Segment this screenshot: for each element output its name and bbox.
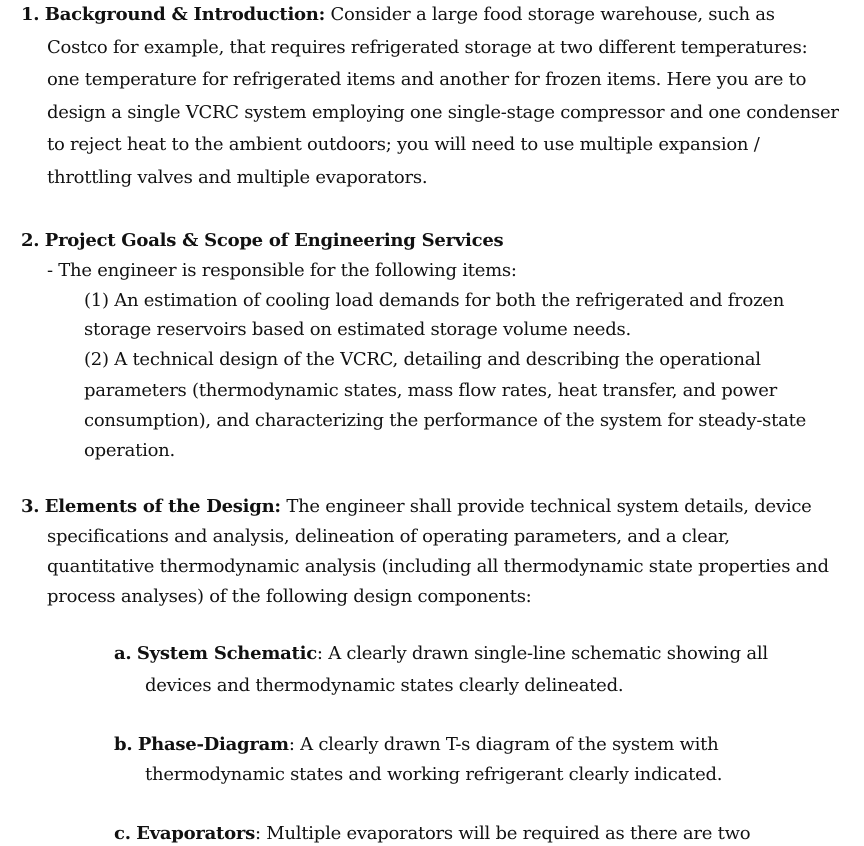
- section-2-item-line: parameters (thermodynamic states, mass flow rates, heat transfer, and power: [84, 380, 778, 401]
- section-3-first-line: [21, 495, 812, 519]
- section-1-number: 1.: [21, 4, 40, 25]
- section-2-item-line: (2) A technical design of the VCRC, detailing and describing the operational: [84, 349, 761, 370]
- section-3-text-line: process analyses) of the following design components:: [47, 586, 532, 607]
- subitem-c-text: : Multiple evaporators will be required as there are two: [255, 823, 751, 844]
- subitem-b-title: Phase-Diagram: [137, 734, 289, 755]
- section-1-first-line: [21, 3, 775, 27]
- section-2-item-line: storage reservoirs based on estimated storage volume needs.: [84, 319, 631, 340]
- section-3-text-line: specifications and analysis, delineation of operating parameters, and a clear,: [47, 526, 730, 547]
- subitem-a-title: System Schematic: [136, 643, 317, 664]
- subitem-a-first-line: [114, 642, 768, 666]
- subitem-c-first-line: [114, 822, 750, 846]
- section-2-intro: - The engineer is responsible for the following items:: [47, 260, 517, 281]
- section-3-text-line: quantitative thermodynamic analysis (including all thermodynamic state properties and: [47, 556, 829, 577]
- subitem-c-letter: c.: [114, 823, 131, 844]
- subitem-b-text: thermodynamic states and working refrigerant clearly indicated.: [145, 764, 723, 785]
- subitem-b-first-line: [114, 733, 719, 757]
- subitem-c-title: Evaporators: [136, 823, 255, 844]
- section-1-title: Background & Introduction:: [44, 4, 326, 25]
- section-3-title: Elements of the Design:: [44, 496, 281, 517]
- section-2-heading: [21, 229, 503, 253]
- section-2-item-line: consumption), and characterizing the performance of the system for steady-state: [84, 410, 806, 431]
- section-3-number: 3.: [21, 496, 40, 517]
- section-1-text-line: Consider a large food storage warehouse, such as: [330, 4, 775, 25]
- section-2-item-line: operation.: [84, 440, 175, 461]
- subitem-a-letter: a.: [114, 643, 132, 664]
- section-1-text-line: to reject heat to the ambient outdoors; you will need to use multiple expansion /: [47, 134, 760, 155]
- subitem-b-text: : A clearly drawn T-s diagram of the system with: [288, 734, 719, 755]
- section-1-text-line: Costco for example, that requires refrigerated storage at two different temperatures:: [47, 37, 808, 58]
- subitem-a-text: : A clearly drawn single-line schematic showing all: [316, 643, 768, 664]
- section-1-text-line: design a single VCRC system employing one single-stage compressor and one condenser: [47, 102, 839, 123]
- subitem-a-text: devices and thermodynamic states clearly delineated.: [145, 675, 624, 696]
- section-1-text-line: throttling valves and multiple evaporators.: [47, 167, 428, 188]
- subitem-b-letter: b.: [114, 734, 133, 755]
- section-1-text-line: one temperature for refrigerated items and another for frozen items. Here you are to: [47, 69, 807, 90]
- section-2-number: 2.: [21, 230, 40, 251]
- section-2-title: Project Goals & Scope of Engineering Services: [44, 230, 504, 251]
- section-3-text-line: The engineer shall provide technical system details, device: [286, 496, 812, 517]
- section-2-item-line: (1) An estimation of cooling load demands for both the refrigerated and frozen: [84, 290, 785, 311]
